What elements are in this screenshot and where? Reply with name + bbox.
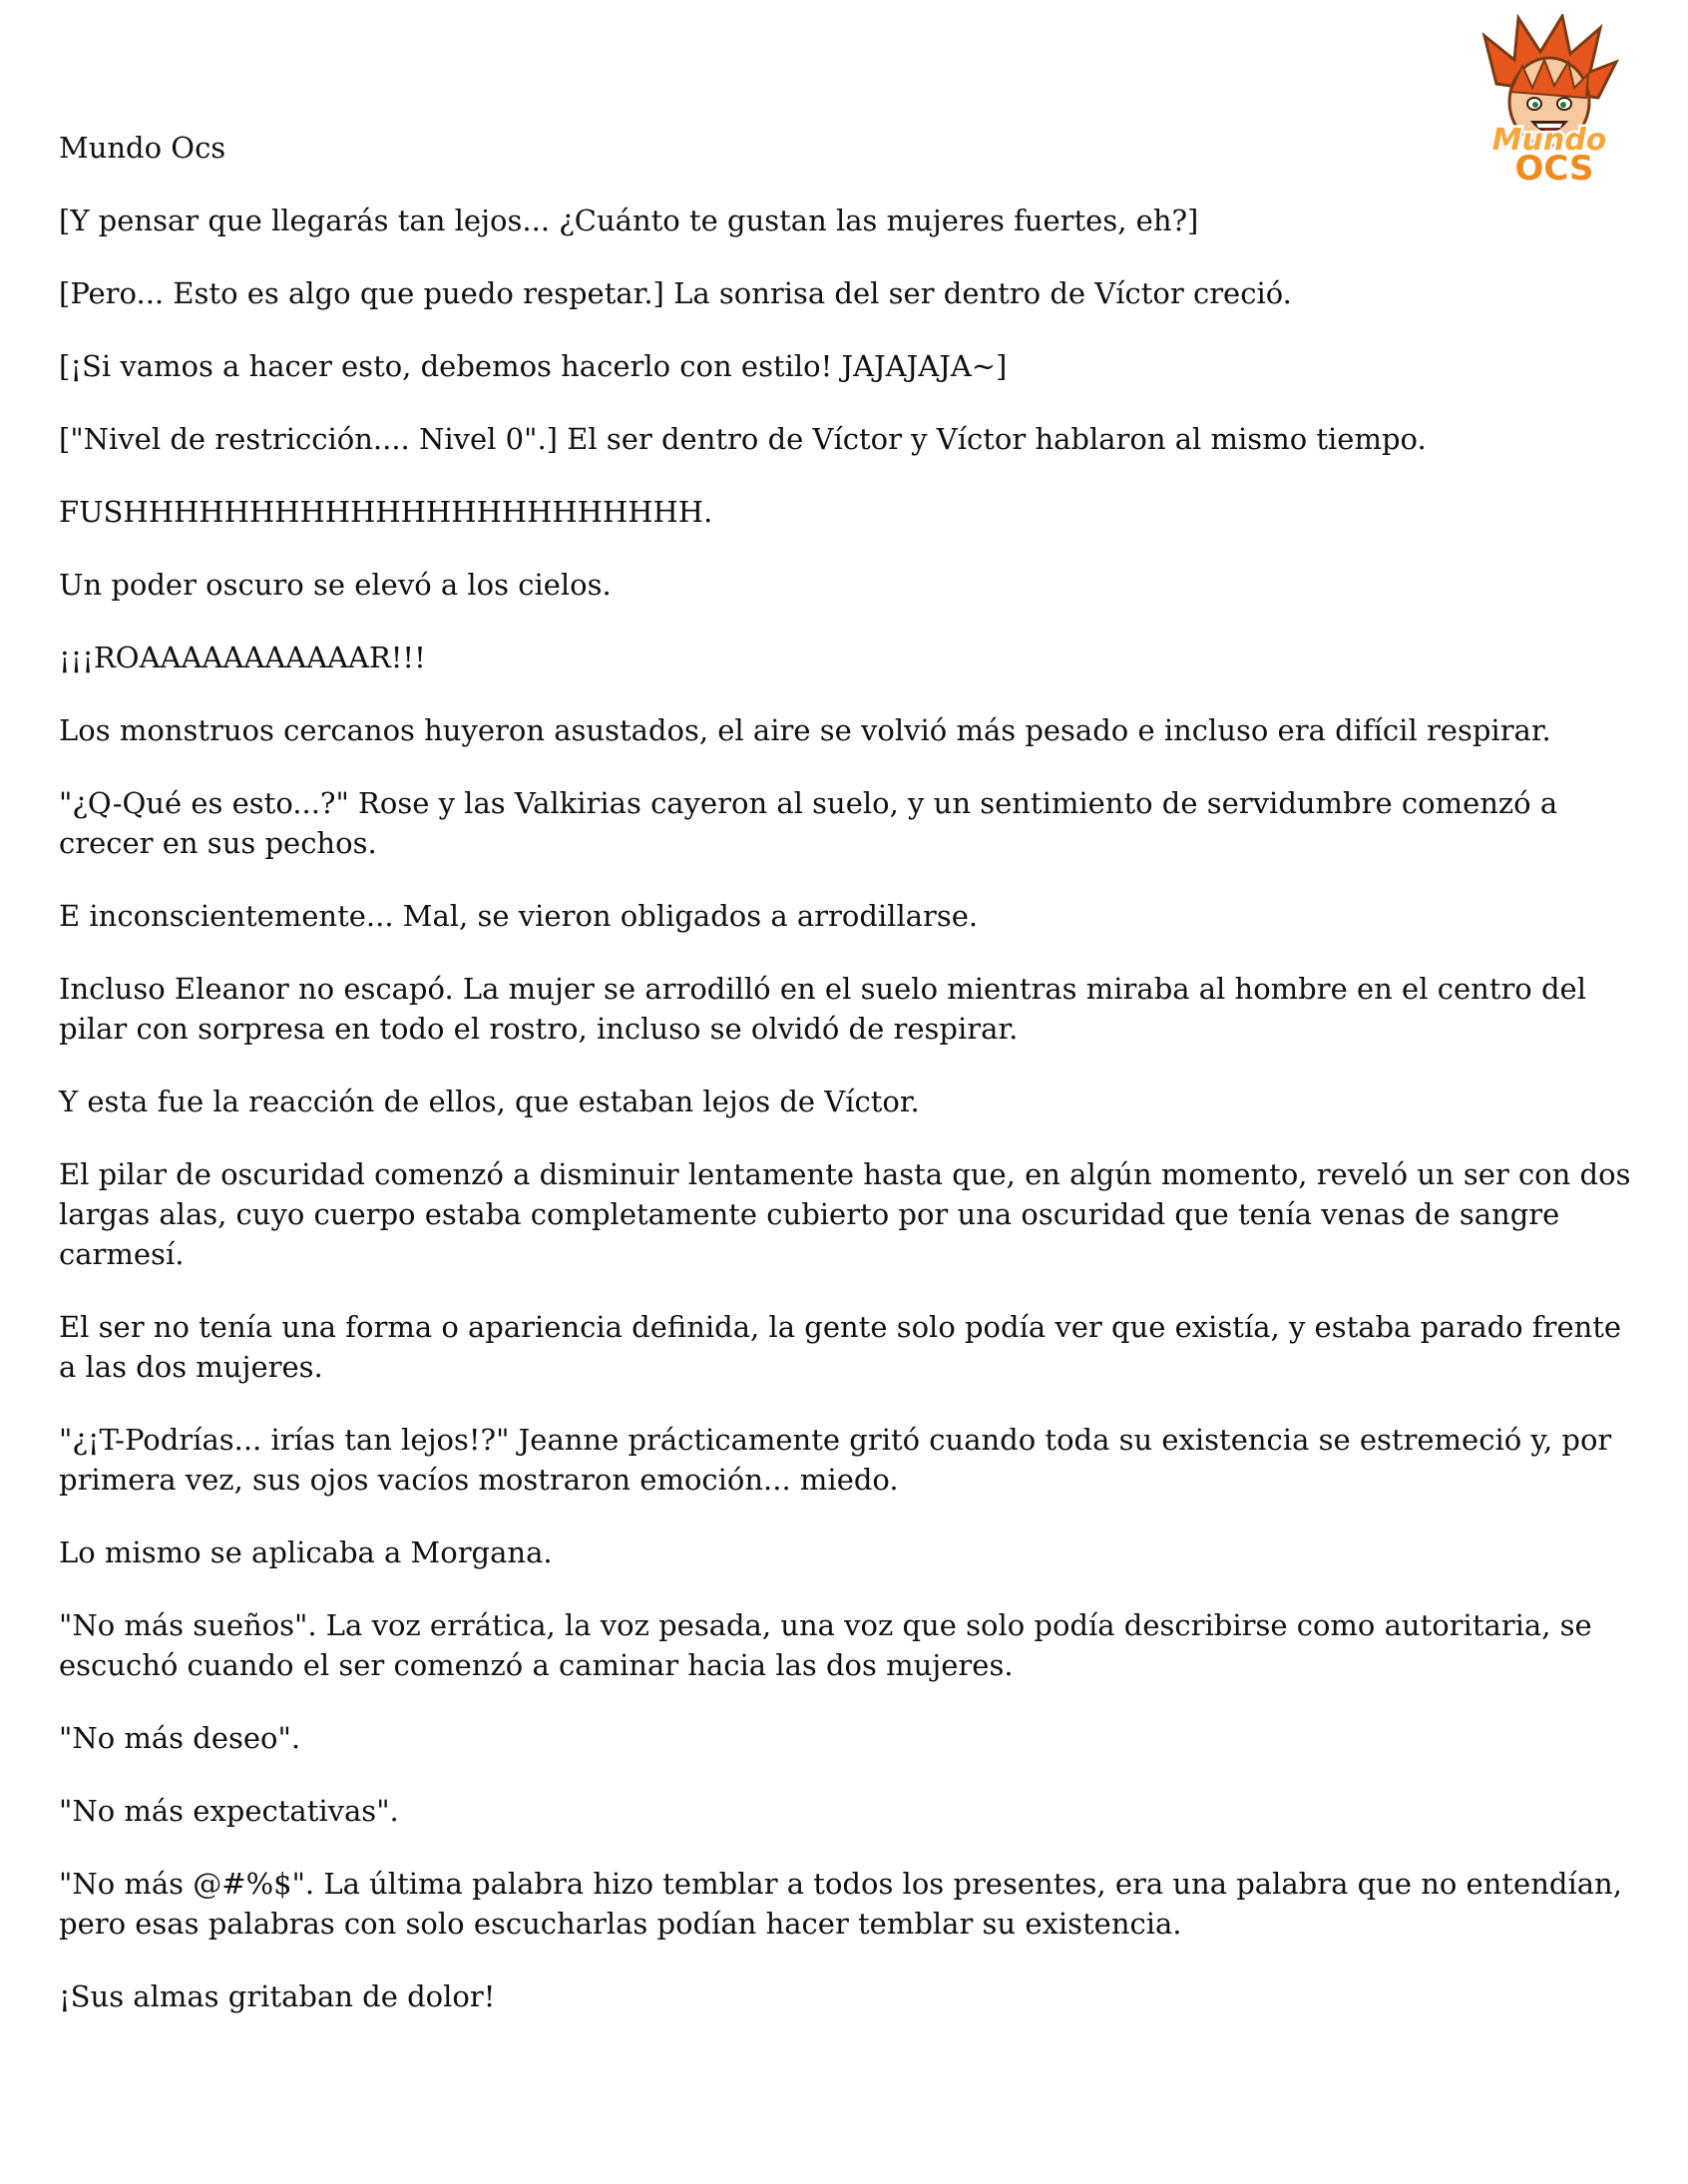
paragraph: ¡Sus almas gritaban de dolor! (59, 1979, 496, 2013)
paragraph: [Y pensar que llegarás tan lejos... ¿Cuánto te gustan las mujeres fuertes, eh?] (59, 204, 1199, 237)
paragraph: "No más deseo". (59, 1721, 301, 1755)
paragraph: [¡Si vamos a hacer esto, debemos hacerlo con estilo! JAJAJAJA~] (59, 349, 1008, 383)
paragraph: Un poder oscuro se elevó a los cielos. (59, 568, 612, 602)
document-title: Mundo Ocs (59, 131, 226, 165)
paragraph: Los monstruos cercanos huyeron asustados, el aire se volvió más pesado e incluso era difícil respirar. (59, 713, 1551, 747)
document-body (59, 128, 1645, 2049)
paragraph: Y esta fue la reacción de ellos, que estaban lejos de Víctor. (59, 1085, 920, 1118)
paragraph: ¡¡¡ROAAAAAAAAAAAR!!! (59, 641, 426, 674)
paragraph: Incluso Eleanor no escapó. La mujer se arrodilló en el suelo mientras miraba al hombre en el centro del pilar con sorpresa en todo el rostro, incluso se olvidó de respirar. (59, 972, 1586, 1046)
paragraph: "¿Q-Qué es esto...?" Rose y las Valkirias cayeron al suelo, y un sentimiento de servidumbre comenzó a crecer en sus pechos. (59, 786, 1558, 860)
paragraph: El ser no tenía una forma o apariencia definida, la gente solo podía ver que existía, y estaba parado frente a las dos mujeres. (59, 1310, 1622, 1384)
paragraph: "No más sueños". La voz errática, la voz pesada, una voz que solo podía describirse como autoritaria, se escuchó cuando el ser comenzó a caminar hacia las dos mujeres. (59, 1608, 1592, 1682)
svg-text:Mundo: Mundo (1491, 123, 1607, 158)
paragraph: El pilar de oscuridad comenzó a disminuir lentamente hasta que, en algún momento, reveló un ser con dos largas alas, cuyo cuerpo estaba completamente cubierto por una oscuridad que tenía venas de sangre carmesí. (59, 1157, 1631, 1271)
svg-text:OCS: OCS (1514, 149, 1594, 186)
paragraph: ["Nivel de restricción.... Nivel 0".] El ser dentro de Víctor y Víctor hablaron al mismo tiempo. (59, 422, 1427, 456)
paragraph: "¿¡T-Podrías... irías tan lejos!?" Jeanne prácticamente gritó cuando toda su existencia se estremeció y, por primera vez, sus ojos vacíos mostraron emoción... miedo. (59, 1423, 1612, 1497)
paragraph: E inconscientemente... Mal, se vieron obligados a arrodillarse. (59, 899, 979, 933)
paragraph: FUSHHHHHHHHHHHHHHHHHHHHHHH. (59, 495, 713, 529)
paragraph: "No más expectativas". (59, 1794, 399, 1828)
paragraph: [Pero... Esto es algo que puedo respetar.] La sonrisa del ser dentro de Víctor creció. (59, 276, 1292, 310)
paragraph: "No más @#%$". La última palabra hizo temblar a todos los presentes, era una palabra que no entendían, pero esas palabras con solo escucharlas podían hacer temblar su existencia. (59, 1867, 1622, 1941)
paragraph: Lo mismo se aplicaba a Morgana. (59, 1535, 553, 1569)
